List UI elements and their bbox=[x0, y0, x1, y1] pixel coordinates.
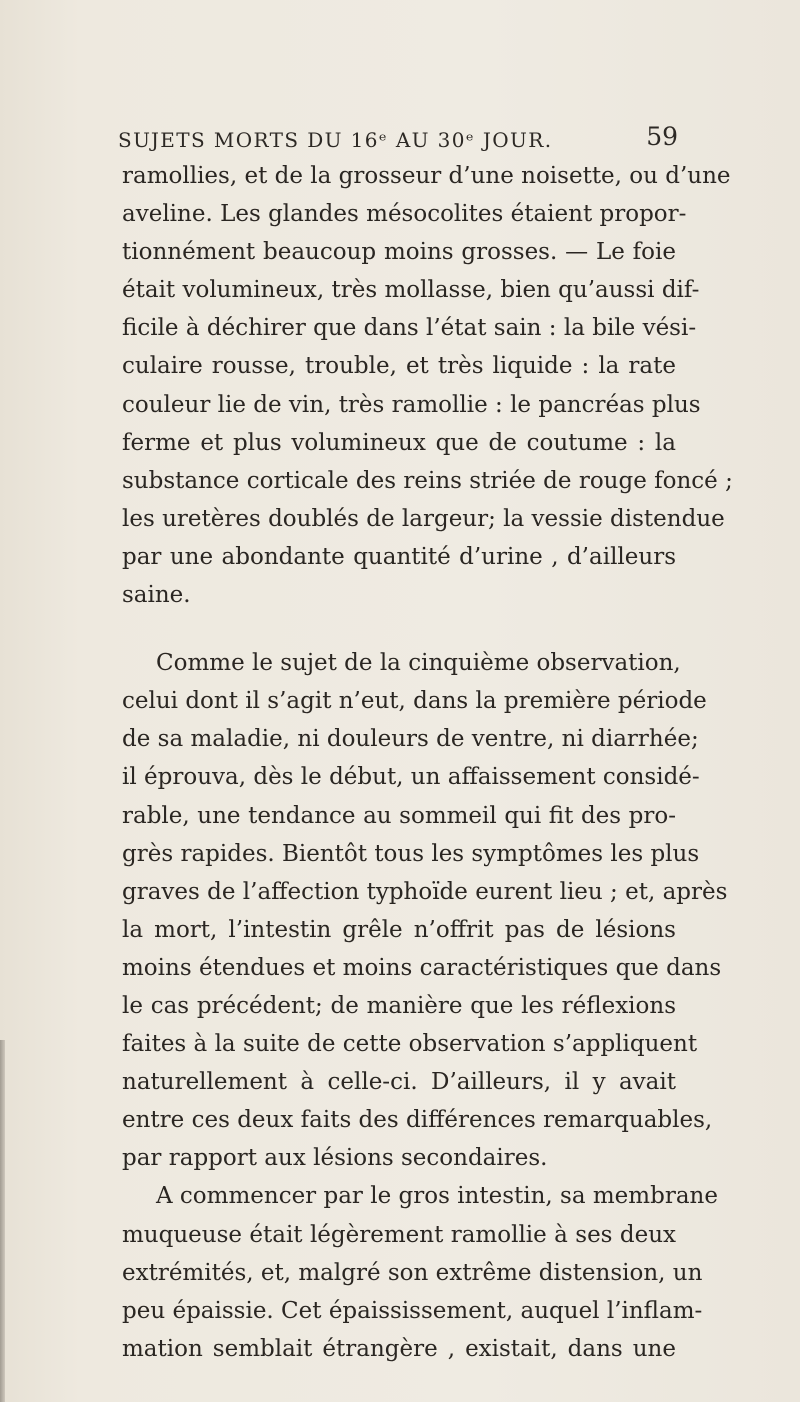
text-line: rable, une tendance au sommeil qui fit des pro- bbox=[122, 802, 676, 829]
text-line: muqueuse était légèrement ramollie à ses deux bbox=[122, 1221, 676, 1248]
text-line: ferme et plus volumineux que de coutume : la bbox=[122, 429, 676, 456]
text-line: celui dont il s’agit n’eut, dans la première période bbox=[122, 688, 707, 715]
binding-edge bbox=[0, 1040, 5, 1402]
text-line: ficile à déchirer que dans l’état sain : la bile vési- bbox=[122, 315, 697, 342]
text-line: par une abondante quantité d’urine , d’ailleurs bbox=[122, 543, 676, 570]
text-line: les uretères doublés de largeur; la vessie distendue bbox=[122, 505, 725, 532]
text-line: Comme le sujet de la cinquième observation, bbox=[156, 650, 681, 677]
text-line: peu épaissie. Cet épaississement, auquel l’inflam- bbox=[122, 1297, 703, 1324]
text-line: mation semblait étrangère , existait, dans une bbox=[122, 1335, 676, 1362]
text-line: A commencer par le gros intestin, sa membrane bbox=[156, 1183, 718, 1210]
page-number: 59 bbox=[646, 122, 678, 151]
text-line: naturellement à celle-ci. D’ailleurs, il y avait bbox=[122, 1069, 676, 1096]
paragraph-2 bbox=[122, 644, 728, 1177]
text-line: couleur lie de vin, très ramollie : le pancréas plus bbox=[122, 391, 701, 418]
paragraph-gap bbox=[122, 614, 676, 644]
text-line: était volumineux, très mollasse, bien qu’aussi dif- bbox=[122, 277, 700, 304]
running-head: SUJETS MORTS DU 16ᵉ AU 30ᵉ JOUR. bbox=[118, 128, 553, 152]
text-line: il éprouva, dès le début, un affaissement considé- bbox=[122, 764, 700, 791]
text-line: ramollies, et de la grosseur d’une noisette, ou d’une bbox=[122, 163, 731, 189]
text-line: aveline. Les glandes mésocolites étaient propor- bbox=[122, 201, 687, 228]
text-line: culaire rousse, trouble, et très liquide : la rate bbox=[122, 353, 676, 380]
text-line: le cas précédent; de manière que les réflexions bbox=[122, 992, 676, 1019]
text-line: par rapport aux lésions secondaires. bbox=[122, 1145, 548, 1172]
text-line: de sa maladie, ni douleurs de ventre, ni diarrhée; bbox=[122, 726, 699, 753]
text-line: moins étendues et moins caractéristiques que dans bbox=[122, 954, 722, 981]
text-line: grès rapides. Bientôt tous les symptômes les plus bbox=[122, 840, 700, 867]
text-line: entre ces deux faits des différences remarquables, bbox=[122, 1107, 713, 1134]
body-text bbox=[122, 157, 733, 1368]
text-line: saine. bbox=[122, 582, 191, 609]
paragraph-3 bbox=[122, 1177, 718, 1367]
text-line: substance corticale des reins striée de rouge foncé ; bbox=[122, 467, 733, 494]
text-line: tionnément beaucoup moins grosses. — Le foie bbox=[122, 239, 676, 266]
text-line: graves de l’affection typhoïde eurent lieu ; et, après bbox=[122, 878, 728, 905]
text-line: la mort, l’intestin grêle n’offrit pas de lésions bbox=[122, 916, 676, 943]
text-line: extrémités, et, malgré son extrême distension, un bbox=[122, 1259, 703, 1286]
page-header bbox=[118, 122, 678, 158]
paragraph-1 bbox=[122, 157, 733, 614]
text-line: faites à la suite de cette observation s’appliquent bbox=[122, 1031, 698, 1058]
